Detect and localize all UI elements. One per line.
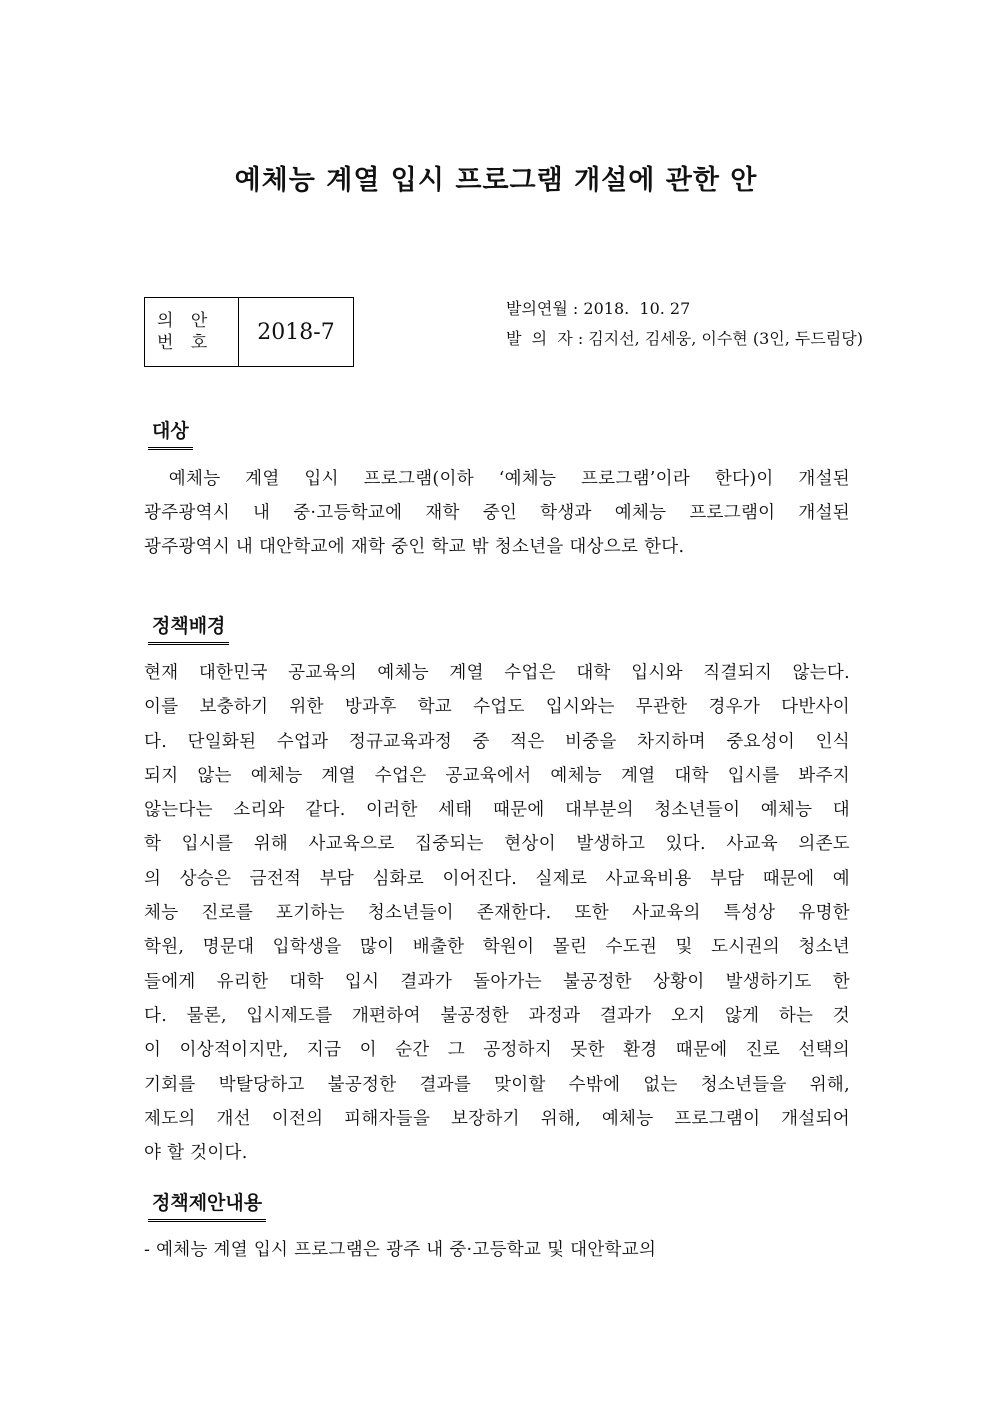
text-line: 예체능 계열 입시 프로그램(이하 ‘예체능 프로그램’이라 한다)이 개설된 xyxy=(144,469,850,489)
proposal-date-row xyxy=(506,294,863,324)
text-line: 들에게 유리한 대학 입시 결과가 돌아가는 불공정한 상황이 발생하기도 한 xyxy=(144,971,850,992)
bill-meta xyxy=(506,294,863,354)
section-heading-proposal: 정책제안내용 xyxy=(148,1188,266,1222)
text-line: 학 입시를 위해 사교육으로 집중되는 현상이 발생하고 있다. 사교육 의존도 xyxy=(144,834,850,855)
proposer-label: 발 의 자 xyxy=(506,329,573,348)
text-line: 제도의 개선 이전의 피해자들을 보장하기 위해, 예체능 프로그램이 개설되어 xyxy=(144,1108,850,1129)
text-line: 광주광역시 내 중·고등학교에 재학 중인 학생과 예체능 프로그램이 개설된 xyxy=(144,503,850,523)
section-body-background xyxy=(144,656,850,1170)
bill-number-value: 2018-7 xyxy=(257,319,335,345)
text-line: 현재 대한민국 공교육의 예체능 계열 수업은 대학 입시와 직결되지 않는다. xyxy=(144,663,850,683)
text-line: - 예체능 계열 입시 프로그램은 광주 내 중·고등학교 및 대안학교의 xyxy=(144,1240,657,1260)
text-line: 이 이상적이지만, 지금 이 순간 그 공정하지 못한 환경 때문에 진로 선택의 xyxy=(144,1040,850,1061)
text-line: 학원, 명문대 입학생을 많이 배출한 학원이 몰린 수도권 및 도시권의 청소년 xyxy=(144,937,850,958)
section-heading-background: 정책배경 xyxy=(148,611,229,645)
text-line: 의 상승은 금전적 부담 심화로 이어진다. 실제로 사교육비용 부담 때문에 예 xyxy=(144,868,850,889)
proposer-row xyxy=(506,324,863,354)
meta-colon: : xyxy=(572,299,584,318)
text-line: 이를 보충하기 위한 방과후 학교 수업도 입시와는 무관한 경우가 다반사이 xyxy=(144,697,850,718)
section-body-proposal xyxy=(144,1233,850,1267)
text-line: 체능 진로를 포기하는 청소년들이 존재한다. 또한 사교육의 특성상 유명한 xyxy=(144,903,850,924)
proposal-date-value: 2018. 10. 27 xyxy=(583,299,691,318)
meta-colon: : xyxy=(577,329,589,348)
bill-label-line1: 의 안 xyxy=(157,311,214,331)
text-line: 되지 않는 예체능 계열 수업은 공교육에서 예체능 계열 대학 입시를 봐주지 xyxy=(144,765,850,786)
section-heading-target: 대상 xyxy=(148,416,193,450)
text-line: 다. 단일화된 수업과 정규교육과정 중 적은 비중을 차지하며 중요성이 인식 xyxy=(144,731,850,752)
text-line: 광주광역시 내 대안학교에 재학 중인 학교 밖 청소년을 대상으로 한다. xyxy=(144,537,685,557)
proposer-value: 김지선, 김세웅, 이수현 (3인, 두드림당) xyxy=(588,329,863,348)
bill-label-line2: 번 호 xyxy=(157,333,214,353)
text-line: 않는다는 소리와 같다. 이러한 세태 때문에 대부분의 청소년들이 예체능 대 xyxy=(144,800,850,821)
section-body-target xyxy=(144,462,850,564)
text-line: 야 할 것이다. xyxy=(144,1143,248,1164)
document-title: 예체능 계열 입시 프로그램 개설에 관한 안 xyxy=(234,165,758,196)
proposal-date-label: 발의연월 xyxy=(506,299,568,318)
bill-number-box xyxy=(144,297,354,367)
text-line: 기회를 박탈당하고 불공정한 결과를 맞이할 수밖에 없는 청소년들을 위해, xyxy=(144,1074,850,1095)
bill-number-label xyxy=(145,298,239,366)
text-line: 다. 물론, 입시제도를 개편하여 불공정한 과정과 결과가 오지 않게 하는 것 xyxy=(144,1005,850,1026)
